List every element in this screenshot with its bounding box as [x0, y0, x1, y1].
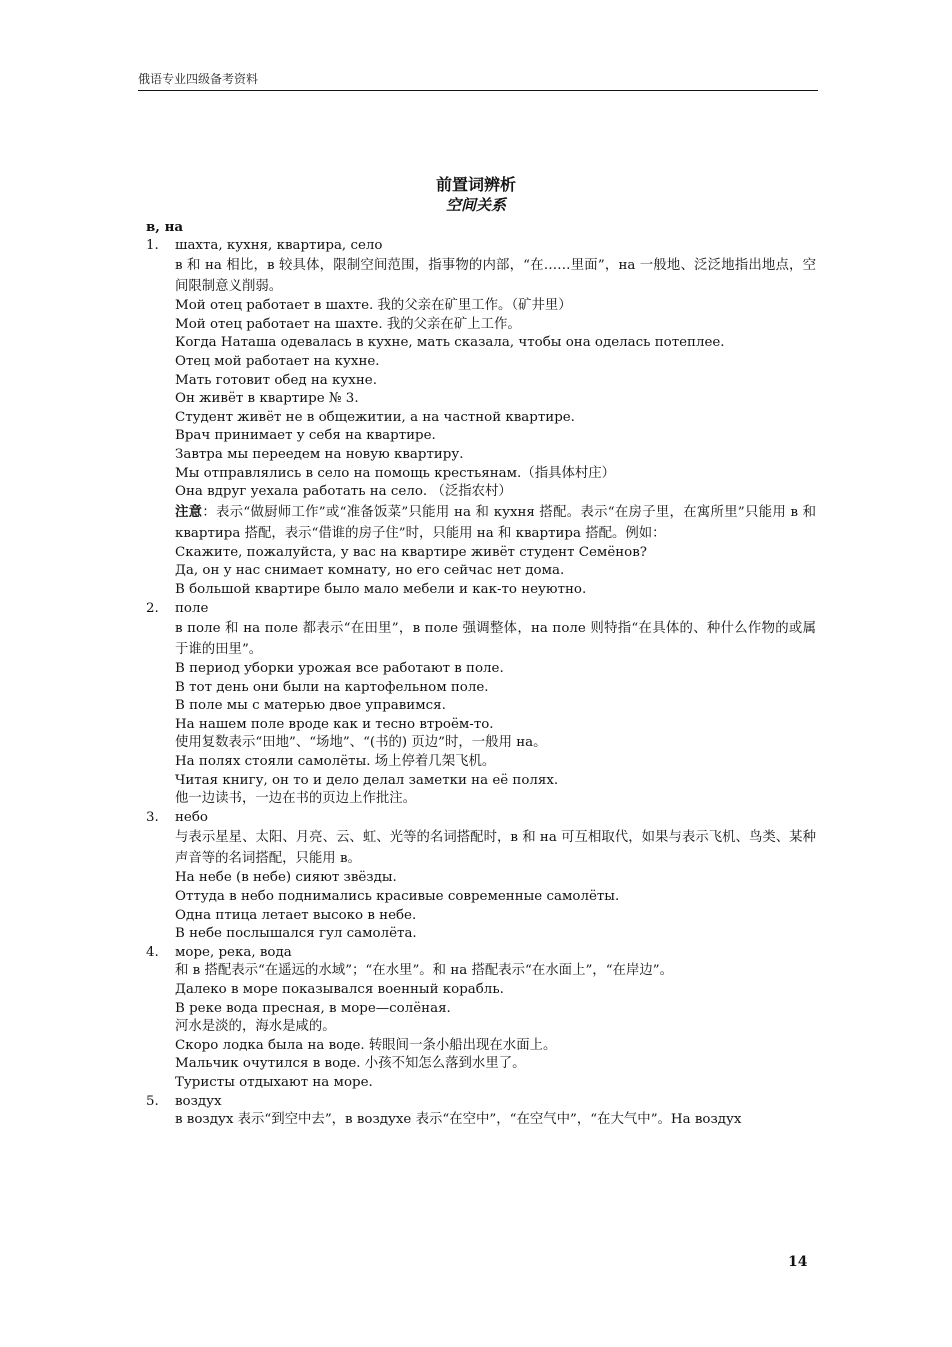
example-line: Да, он у нас снимает комнату, но его сейчас нет дома.: [175, 563, 565, 579]
note-text: ：表示“做厨师工作”或“准备饭菜”只能用 на 和 кухня 搭配。表示“在房子里，在寓所里”只能用 в 和 квартира 搭配，表示“借谁的房子住”时，只能用 на 和 квартира 搭配。例如：: [175, 504, 817, 541]
example-line: 他一边读书，一边在书的页边上作批注。: [175, 791, 417, 807]
example-line: Читая книгу, он то и дело делал заметки на её полях.: [175, 772, 559, 788]
example-line: В большой квартире было мало мебели и как-то неуютно.: [175, 581, 587, 597]
page-subtitle: 空间关系: [445, 196, 506, 214]
example-line: Скажите, пожалуйста, у вас на квартире живёт студент Семёнов?: [175, 544, 647, 560]
section-heading: в, на: [146, 219, 184, 235]
example-line: 使用复数表示“田地”、“场地”、“(书的) 页边”时，一般用 на。: [175, 735, 547, 751]
item-heading: море, река, вода: [175, 944, 292, 960]
explanation: в поле 和 на поле 都表示“在田里”，в поле 强调整体，на поле 则特指“在具体的、种什么作物的或属于谁的田里”。: [175, 621, 816, 658]
example-line: В тот день они были на картофельном поле.: [175, 679, 489, 695]
example-line: Завтра мы переедем на новую квартиру.: [175, 446, 464, 462]
item-heading: шахта, кухня, квартира, село: [175, 237, 383, 253]
example-line: Мой отец работает в шахте. 我的父亲在矿里工作。（矿井里）: [175, 298, 572, 314]
explanation: 与表示星星、太阳、月亮、云、虹、光等的名词搭配时，в 和 на 可互相取代，如果与表示飞机、鸟类、某种声音等的名词搭配，只能用 в。: [175, 830, 816, 867]
example-line: В реке вода пресная, в море—солёная.: [175, 1000, 451, 1016]
note-paragraph: [146, 502, 816, 544]
page-title: 前置词辨析: [435, 175, 516, 194]
example-line: Мать готовит обед на кухне.: [175, 372, 377, 388]
example-line: Далеко в море показывался военный корабль.: [175, 982, 504, 997]
item-heading: поле: [175, 600, 209, 616]
example-line: Мы отправлялись в село на помощь крестьянам.（指具体村庄）: [175, 465, 616, 481]
running-header: 俄语专业四级备考资料: [138, 72, 259, 86]
item-number: 4.: [146, 944, 159, 960]
header-rule: [138, 90, 818, 91]
example-line: Студент живёт не в общежитии, а на частной квартире.: [175, 409, 575, 425]
example-line: 河水是淡的，海水是咸的。: [175, 1019, 336, 1035]
page-number: 14: [788, 1254, 808, 1270]
item-4: [146, 944, 816, 963]
item-2: [146, 600, 816, 619]
example-line: Она вдруг уехала работать на село. （泛指农村）: [175, 484, 512, 500]
explanation: в 和 на 相比，в 较具体，限制空间范围，指事物的内部，“在……里面”，на 一般地、泛泛地指出地点，空间限制意义削弱。: [175, 258, 816, 295]
item-number: 3.: [146, 809, 159, 825]
example-line: В период уборки урожая все работают в поле.: [175, 661, 504, 677]
example-line: Врач принимает у себя на квартире.: [175, 428, 436, 444]
example-line: Когда Наташа одевалась в кухне, мать сказала, чтобы она оделась потеплее.: [175, 335, 725, 351]
item-number: 1.: [146, 237, 159, 253]
example-line: Отец мой работает на кухне.: [175, 353, 380, 369]
item-heading: небо: [175, 809, 208, 825]
example-line: Он живёт в квартире № 3.: [175, 391, 359, 407]
example-line: В небе послышался гул самолёта.: [175, 926, 417, 942]
explanation: 和 в 搭配表示“在遥远的水域”；“在水里”。和 на 搭配表示“在水面上”，“在岸边”。: [175, 963, 673, 979]
example-line: Мой отец работает на шахте. 我的父亲在矿上工作。: [175, 316, 521, 332]
example-line: Оттуда в небо поднимались красивые современные самолёты.: [175, 889, 620, 905]
item-1: [146, 237, 816, 256]
item-number: 5.: [146, 1093, 159, 1109]
item-heading: воздух: [175, 1093, 222, 1109]
example-line: На небе (в небе) сияют звёзды.: [175, 870, 397, 886]
explanation: в воздух 表示“到空中去”，в воздухе 表示“在空中”，“在空气中”，“在大气中”。На воздух: [175, 1112, 742, 1128]
item-5: [146, 1093, 816, 1112]
title-block: [0, 175, 952, 215]
item-3: [146, 809, 816, 828]
example-line: Мальчик очутился в воде. 小孩不知怎么落到水里了。: [175, 1056, 526, 1072]
example-line: Одна птица летает высоко в небе.: [175, 907, 417, 923]
example-line: На полях стояли самолёты. 场上停着几架飞机。: [175, 754, 496, 770]
example-line: В поле мы с матерью двое управимся.: [175, 698, 446, 714]
example-line: Туристы отдыхают на море.: [175, 1074, 373, 1090]
example-line: На нашем поле вроде как и тесно втроём-то.: [175, 716, 494, 732]
main-content: [146, 218, 816, 1130]
example-line: Скоро лодка была на воде. 转眼间一条小船出现在水面上。: [175, 1037, 557, 1053]
item-number: 2.: [146, 600, 159, 616]
note-label: 注意: [175, 503, 203, 520]
